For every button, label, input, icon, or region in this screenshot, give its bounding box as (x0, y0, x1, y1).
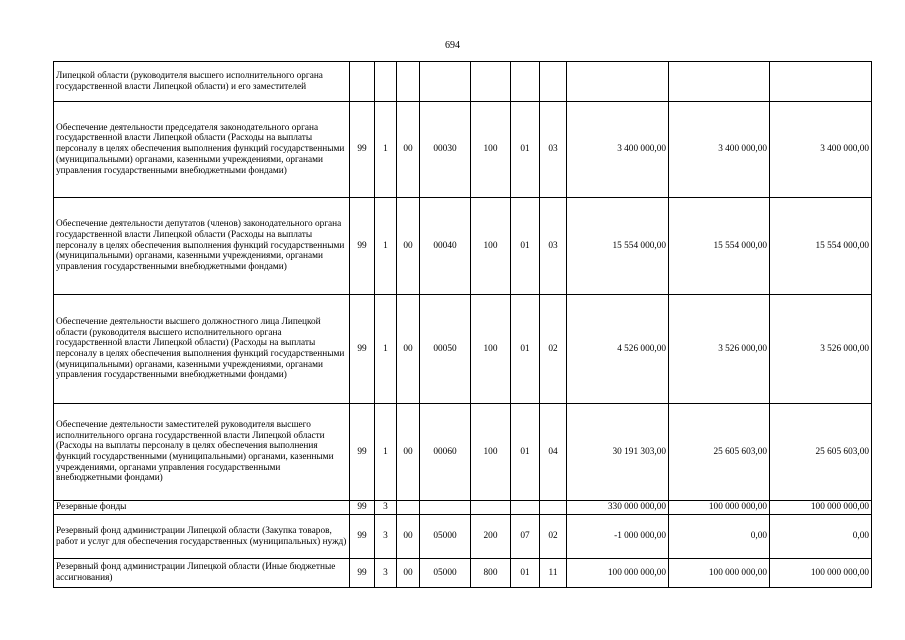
amount-cell: 25 605 603,00 (669, 404, 770, 501)
code-cell: 3 (375, 515, 397, 559)
row-name: Резервный фонд администрации Липецкой области (Иные бюджетные ассигнования) (54, 559, 350, 588)
budget-table (53, 61, 872, 588)
code-cell: 01 (511, 404, 540, 501)
code-cell (420, 62, 471, 102)
amount-cell: 3 400 000,00 (770, 102, 872, 198)
page-number: 694 (445, 40, 460, 51)
code-cell: 05000 (420, 515, 471, 559)
amount-cell: 100 000 000,00 (567, 559, 669, 588)
amount-cell: 100 000 000,00 (770, 501, 872, 515)
code-cell: 07 (511, 515, 540, 559)
amount-cell: 0,00 (770, 515, 872, 559)
amount-cell: 25 605 603,00 (770, 404, 872, 501)
code-cell: 99 (350, 515, 375, 559)
code-cell: 01 (511, 295, 540, 404)
code-cell: 100 (471, 404, 511, 501)
code-cell (350, 62, 375, 102)
code-cell: 00 (397, 102, 420, 198)
table-row (54, 198, 872, 295)
table-row (54, 501, 872, 515)
amount-cell: 330 000 000,00 (567, 501, 669, 515)
code-cell: 11 (540, 559, 567, 588)
code-cell: 03 (540, 198, 567, 295)
code-cell: 100 (471, 102, 511, 198)
code-cell: 3 (375, 501, 397, 515)
row-name: Резервный фонд администрации Липецкой области (Закупка товаров, работ и услуг для обеспечения государственных (муниципальных) нужд) (54, 515, 350, 559)
code-cell: 00050 (420, 295, 471, 404)
code-cell (397, 501, 420, 515)
code-cell (471, 62, 511, 102)
amount-cell: 100 000 000,00 (770, 559, 872, 588)
row-name: Обеспечение деятельности депутатов (членов) законодательного органа государственной власти Липецкой области (Расходы на выплаты персоналу в целях обеспечения выполнения функций государственными (муниципальными) органами, казенными учреждениями, органами управления государственными внебюджетными фондами) (54, 198, 350, 295)
amount-cell: 15 554 000,00 (669, 198, 770, 295)
amount-cell: 3 400 000,00 (567, 102, 669, 198)
code-cell: 00 (397, 404, 420, 501)
amount-cell: 3 400 000,00 (669, 102, 770, 198)
code-cell: 100 (471, 295, 511, 404)
amount-cell (669, 62, 770, 102)
row-name: Липецкой области (руководителя высшего исполнительного органа государственной власти Липецкой области) и его заместителей (54, 62, 350, 102)
table-row (54, 404, 872, 501)
row-name: Обеспечение деятельности высшего должностного лица Липецкой области (руководителя высшего исполнительного органа государственной власти Липецкой области) (Расходы на выплаты персоналу в целях обеспечения выполнения функций государственными (муниципальными) органами, казенными учреждениями, органами управления государственными внебюджетными фондами) (54, 295, 350, 404)
code-cell: 02 (540, 515, 567, 559)
code-cell (511, 62, 540, 102)
amount-cell (567, 62, 669, 102)
table-row (54, 515, 872, 559)
amount-cell: 0,00 (669, 515, 770, 559)
amount-cell: 30 191 303,00 (567, 404, 669, 501)
code-cell: 01 (511, 198, 540, 295)
code-cell: 800 (471, 559, 511, 588)
code-cell: 00030 (420, 102, 471, 198)
table-row (54, 102, 872, 198)
amount-cell: -1 000 000,00 (567, 515, 669, 559)
code-cell (420, 501, 471, 515)
code-cell: 05000 (420, 559, 471, 588)
amount-cell (770, 62, 872, 102)
code-cell: 02 (540, 295, 567, 404)
row-name: Обеспечение деятельности председателя законодательного органа государственной власти Липецкой области (Расходы на выплаты персоналу в целях обеспечения выполнения функций государственными (муниципальными) органами, казенными учреждениями, органами управления государственными внебюджетными фондами) (54, 102, 350, 198)
code-cell: 1 (375, 404, 397, 501)
code-cell (540, 501, 567, 515)
code-cell (471, 501, 511, 515)
code-cell: 99 (350, 102, 375, 198)
code-cell (511, 501, 540, 515)
code-cell: 99 (350, 501, 375, 515)
code-cell (540, 62, 567, 102)
table-row (54, 559, 872, 588)
code-cell: 01 (511, 102, 540, 198)
code-cell: 00060 (420, 404, 471, 501)
code-cell: 04 (540, 404, 567, 501)
code-cell: 1 (375, 102, 397, 198)
code-cell: 99 (350, 404, 375, 501)
row-name: Обеспечение деятельности заместителей руководителя высшего исполнительного органа государственной власти Липецкой области (Расходы на выплаты персоналу в целях обеспечения выполнения функций государственными (муниципальными) органами, казенными учреждениями, органами управления государственными внебюджетными фондами) (54, 404, 350, 501)
code-cell: 00 (397, 515, 420, 559)
code-cell: 00 (397, 295, 420, 404)
amount-cell: 15 554 000,00 (567, 198, 669, 295)
code-cell: 03 (540, 102, 567, 198)
code-cell: 00040 (420, 198, 471, 295)
amount-cell: 4 526 000,00 (567, 295, 669, 404)
code-cell: 00 (397, 198, 420, 295)
code-cell: 99 (350, 295, 375, 404)
code-cell: 99 (350, 559, 375, 588)
amount-cell: 3 526 000,00 (770, 295, 872, 404)
code-cell (397, 62, 420, 102)
table-row (54, 295, 872, 404)
code-cell: 3 (375, 559, 397, 588)
row-name: Резервные фонды (54, 501, 350, 515)
amount-cell: 15 554 000,00 (770, 198, 872, 295)
code-cell (375, 62, 397, 102)
amount-cell: 100 000 000,00 (669, 501, 770, 515)
code-cell: 01 (511, 559, 540, 588)
code-cell: 1 (375, 198, 397, 295)
code-cell: 100 (471, 198, 511, 295)
amount-cell: 3 526 000,00 (669, 295, 770, 404)
amount-cell: 100 000 000,00 (669, 559, 770, 588)
code-cell: 200 (471, 515, 511, 559)
code-cell: 00 (397, 559, 420, 588)
table-row (54, 62, 872, 102)
code-cell: 1 (375, 295, 397, 404)
code-cell: 99 (350, 198, 375, 295)
